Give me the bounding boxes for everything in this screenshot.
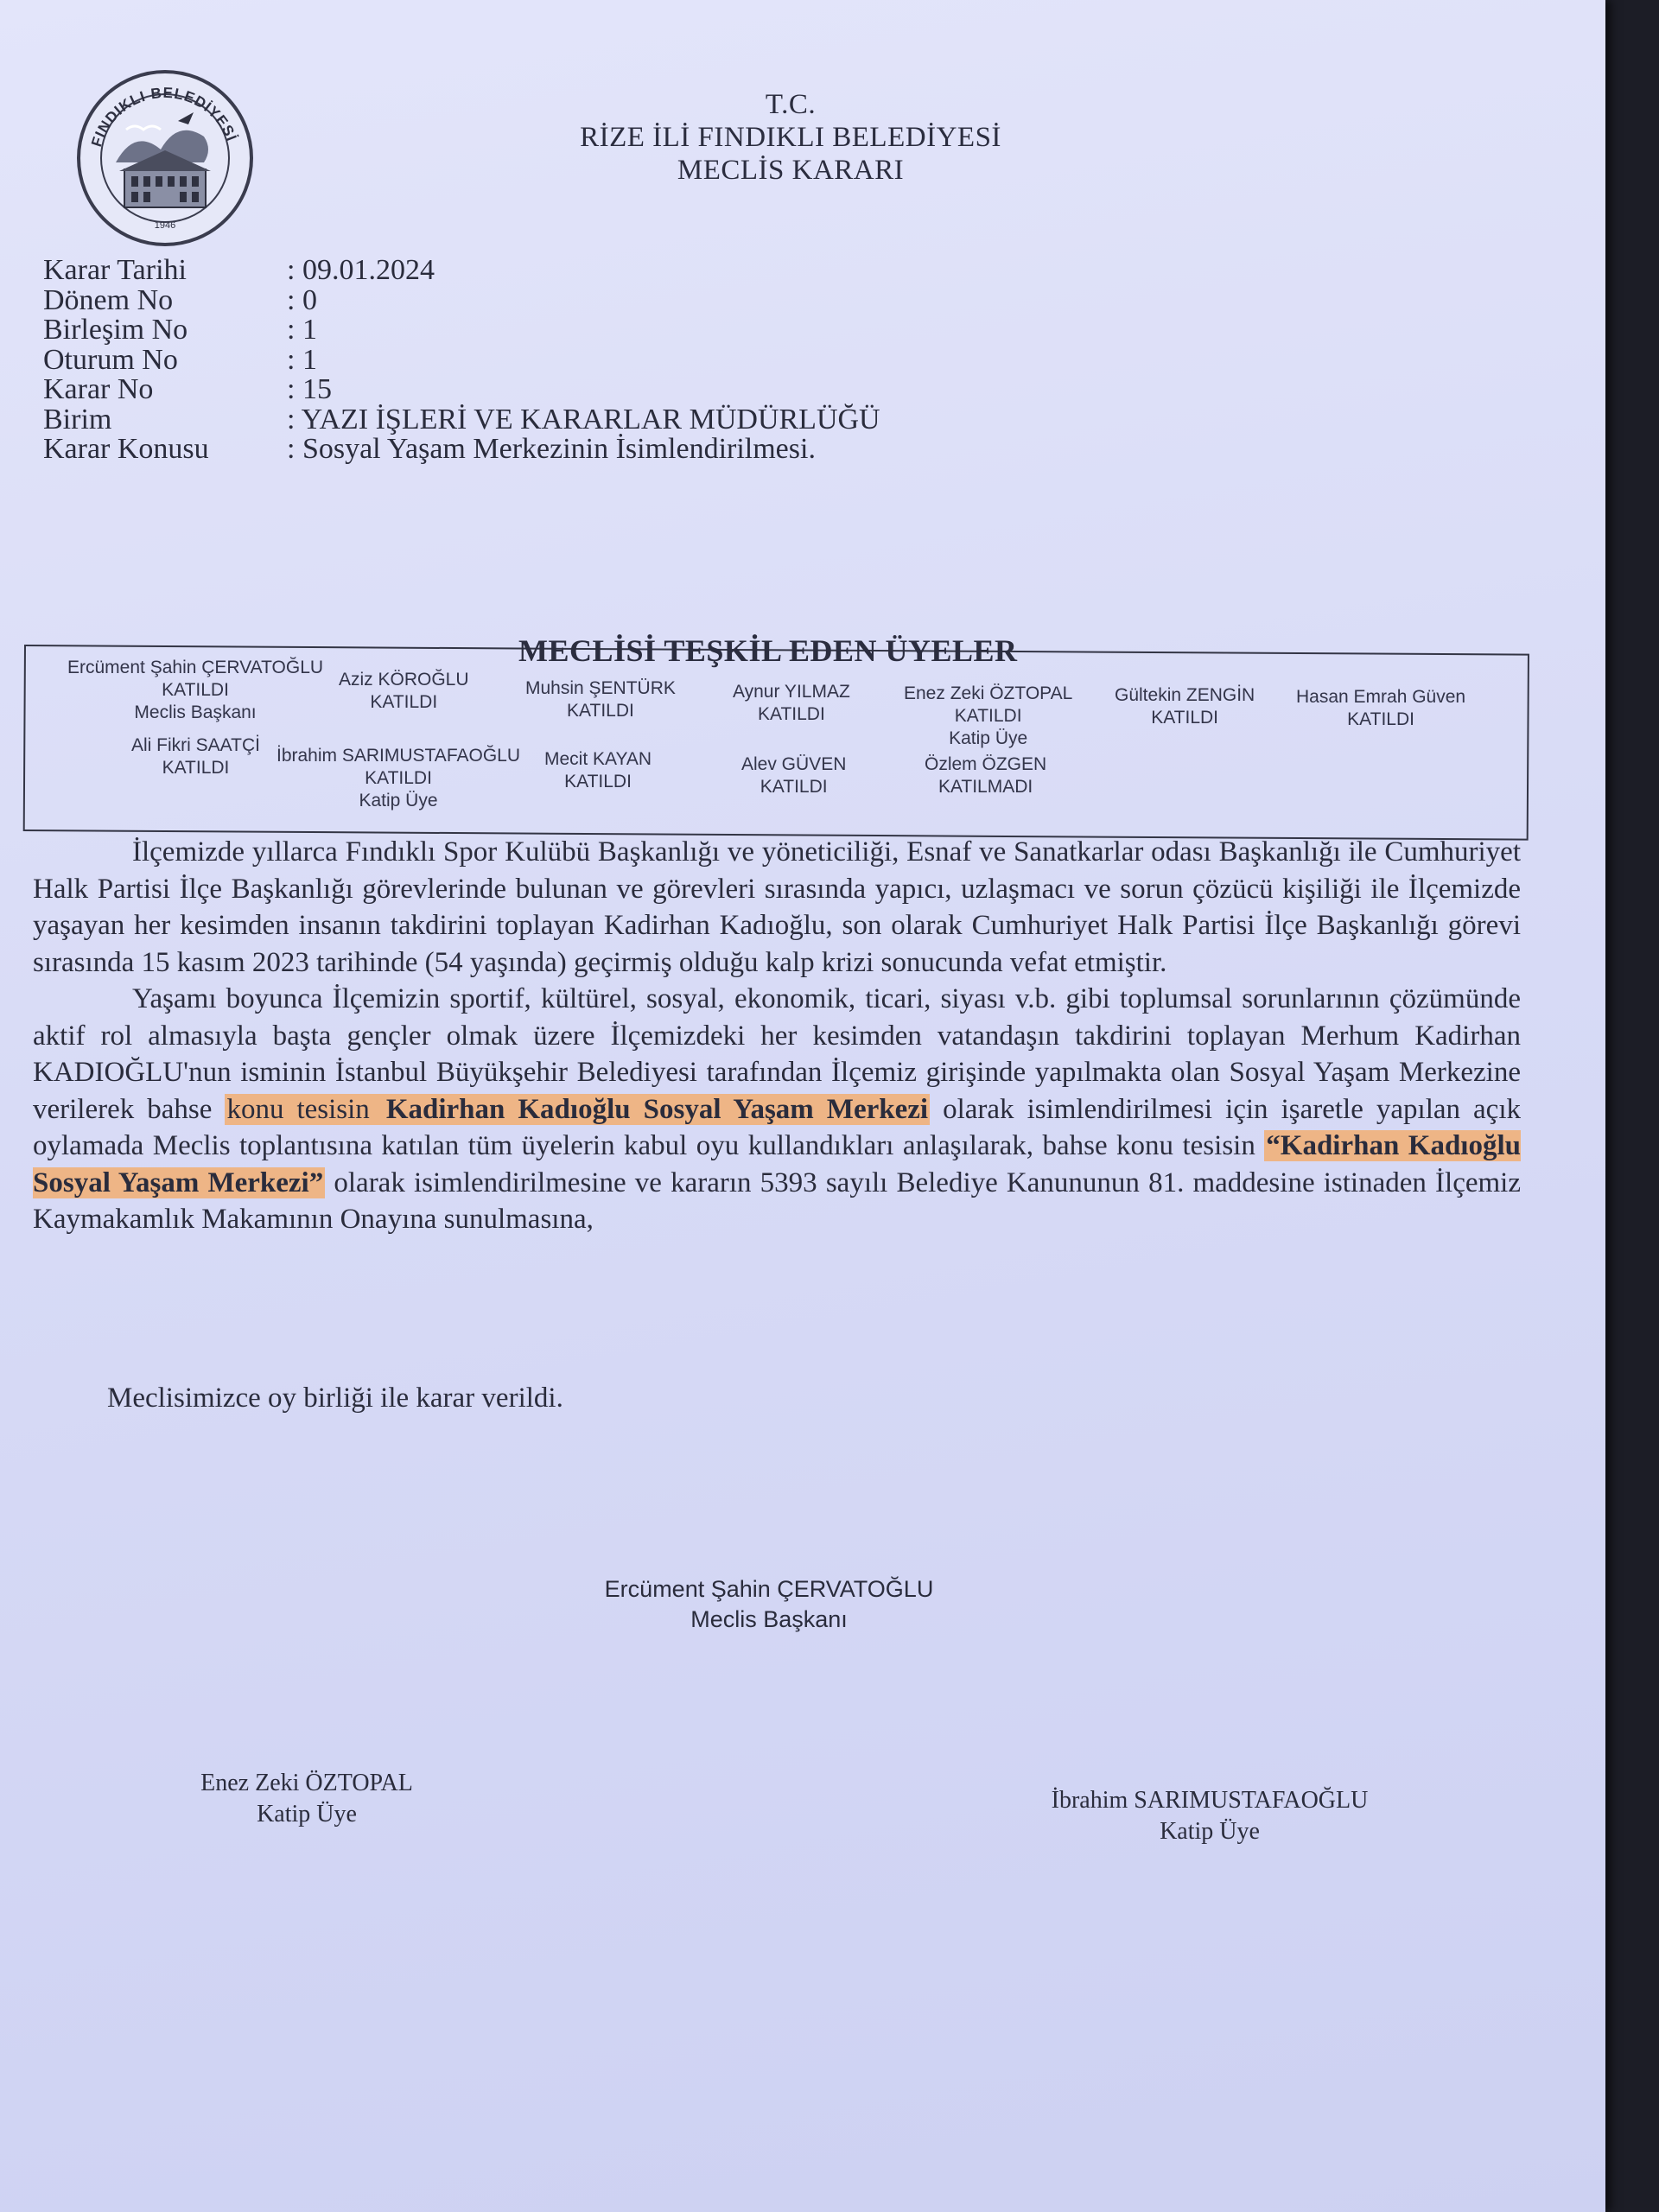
member-entry: Aziz KÖROĞLU KATILDI [339,670,469,712]
member-entry: Özlem ÖZGEN KATILMADI [925,754,1047,797]
meta-row: Karar Konusu : Sosyal Yaşam Merkezinin İsimlendirilmesi. [43,433,816,465]
header-municipality: RİZE İLİ FINDIKLI BELEDİYESİ [580,122,1001,153]
meta-row: Birleşim No : 1 [43,314,317,346]
highlighted-name: Kadirhan Kadıoğlu Sosyal Yaşam Merkezi [385,1093,929,1125]
signature-left-clerk: Enez Zeki ÖZTOPAL Katip Üye [200,1770,413,1827]
meta-row: Oturum No : 1 [43,343,317,376]
member-entry: Gültekin ZENGİN KATILDI [1115,685,1255,728]
svg-text:FINDIKLI BELEDİYESİ: FINDIKLI BELEDİYESİ [87,84,240,149]
meta-row: Birim : YAZI İŞLERİ VE KARARLAR MÜDÜRLÜĞÜ [43,403,880,435]
decision-meta [43,256,880,465]
member-entry: Aynur YILMAZ KATILDI [733,682,850,724]
member-entry: Mecit KAYAN KATILDI [544,749,652,791]
member-entry: Hasan Emrah Güven KATILDI [1296,687,1466,729]
header-tc: T.C. [765,89,817,120]
decision-body [33,834,1521,1238]
meta-row: Karar No : 15 [43,373,332,405]
member-entry: Ercüment Şahin ÇERVATOĞLU KATILDI Meclis Başkanı [67,658,324,722]
member-entry: Enez Zeki ÖZTOPAL KATILDI Katip Üye [904,683,1073,748]
body-paragraph-2: Yaşamı boyunca İlçemizin sportif, kültürel, sosyal, ekonomik, ticari, siyası v.b. gibi toplumsal sorunlarının çözümünde aktif rol almasıyla başta gençler olmak üzere İlçemizdeki her kesimden vatandaşın takdirini toplayan Merhum Kadirhan KADIOĞLU'nun isminin İstanbul Büyükşehir Belediyesi tarafından İlçemiz girişinde yapılmakta olan Sosyal Yaşam Merkezine verilerek bahse konu tesisin Kadirhan Kadıoğlu Sosyal Yaşam Merkezi olarak isimlendirilmesi için işaretle yapılan açık oylamada Meclis toplantısına katılan tüm üyelerin kabul oyu kullandıkları anlaşılarak, bahse konu tesisin “Kadirhan Kadıoğlu Sosyal Yaşam Merkezi” olarak isimlendirilmesine ve kararın 5393 sayılı Belediye Kanununun 81. maddesine istinaden İlçemiz Kaymakamlık Makamının Onayına sunulmasına, [33,983,1521,1235]
svg-text:1946: 1946 [154,220,176,231]
member-entry: Ali Fikri SAATÇİ KATILDI [131,735,260,778]
header-decision-title: MECLİS KARARI [677,155,905,186]
member-entry: Muhsin ŞENTÜRK KATILDI [525,678,676,721]
signature-president: Ercüment Şahin ÇERVATOĞLU Meclis Başkanı [604,1576,934,1632]
highlighted-name: “Kadirhan Kadıoğlu Sosyal Yaşam Merkezi” [33,1130,1521,1198]
member-entry: İbrahim SARIMUSTAFAOĞLU KATILDI Katip Üye [276,746,521,810]
closing-statement: Meclisimizce oy birliği ile karar verildi. [107,1382,563,1414]
body-paragraph-1: İlçemizde yıllarca Fındıklı Spor Kulübü Başkanlığı ve yöneticiliği, Esnaf ve Sanatkarlar odası Başkanlığı ile Cumhuriyet Halk Partisi İlçe Başkanlığı görevlerinde bulunan ve görevleri sırasında yapıcı, uzlaşmacı ve sorun çözücü kişiliği ile İlçemizde yaşayan her kesimden insanın takdirini toplayan Kadirhan Kadıoğlu, son olarak Cumhuriyet Halk Partisi İlçe Başkanlığı görevi sırasında 15 kasım 2023 tarihinde (54 yaşında) geçirmiş olduğu kalp krizi sonucunda vefat etmiştir. [33,836,1521,978]
signature-right-clerk: İbrahim SARIMUSTAFAOĞLU Katip Üye [1051,1787,1369,1845]
member-entry: Alev GÜVEN KATILDI [741,754,847,797]
document-header [484,88,1097,187]
municipality-seal-logo [74,67,256,249]
meta-row: Dönem No : 0 [43,283,317,316]
meta-row: Karar Tarihi : 09.01.2024 [43,254,435,286]
members-title: MECLİSİ TEŞKİL EDEN ÜYELER [518,633,1018,668]
